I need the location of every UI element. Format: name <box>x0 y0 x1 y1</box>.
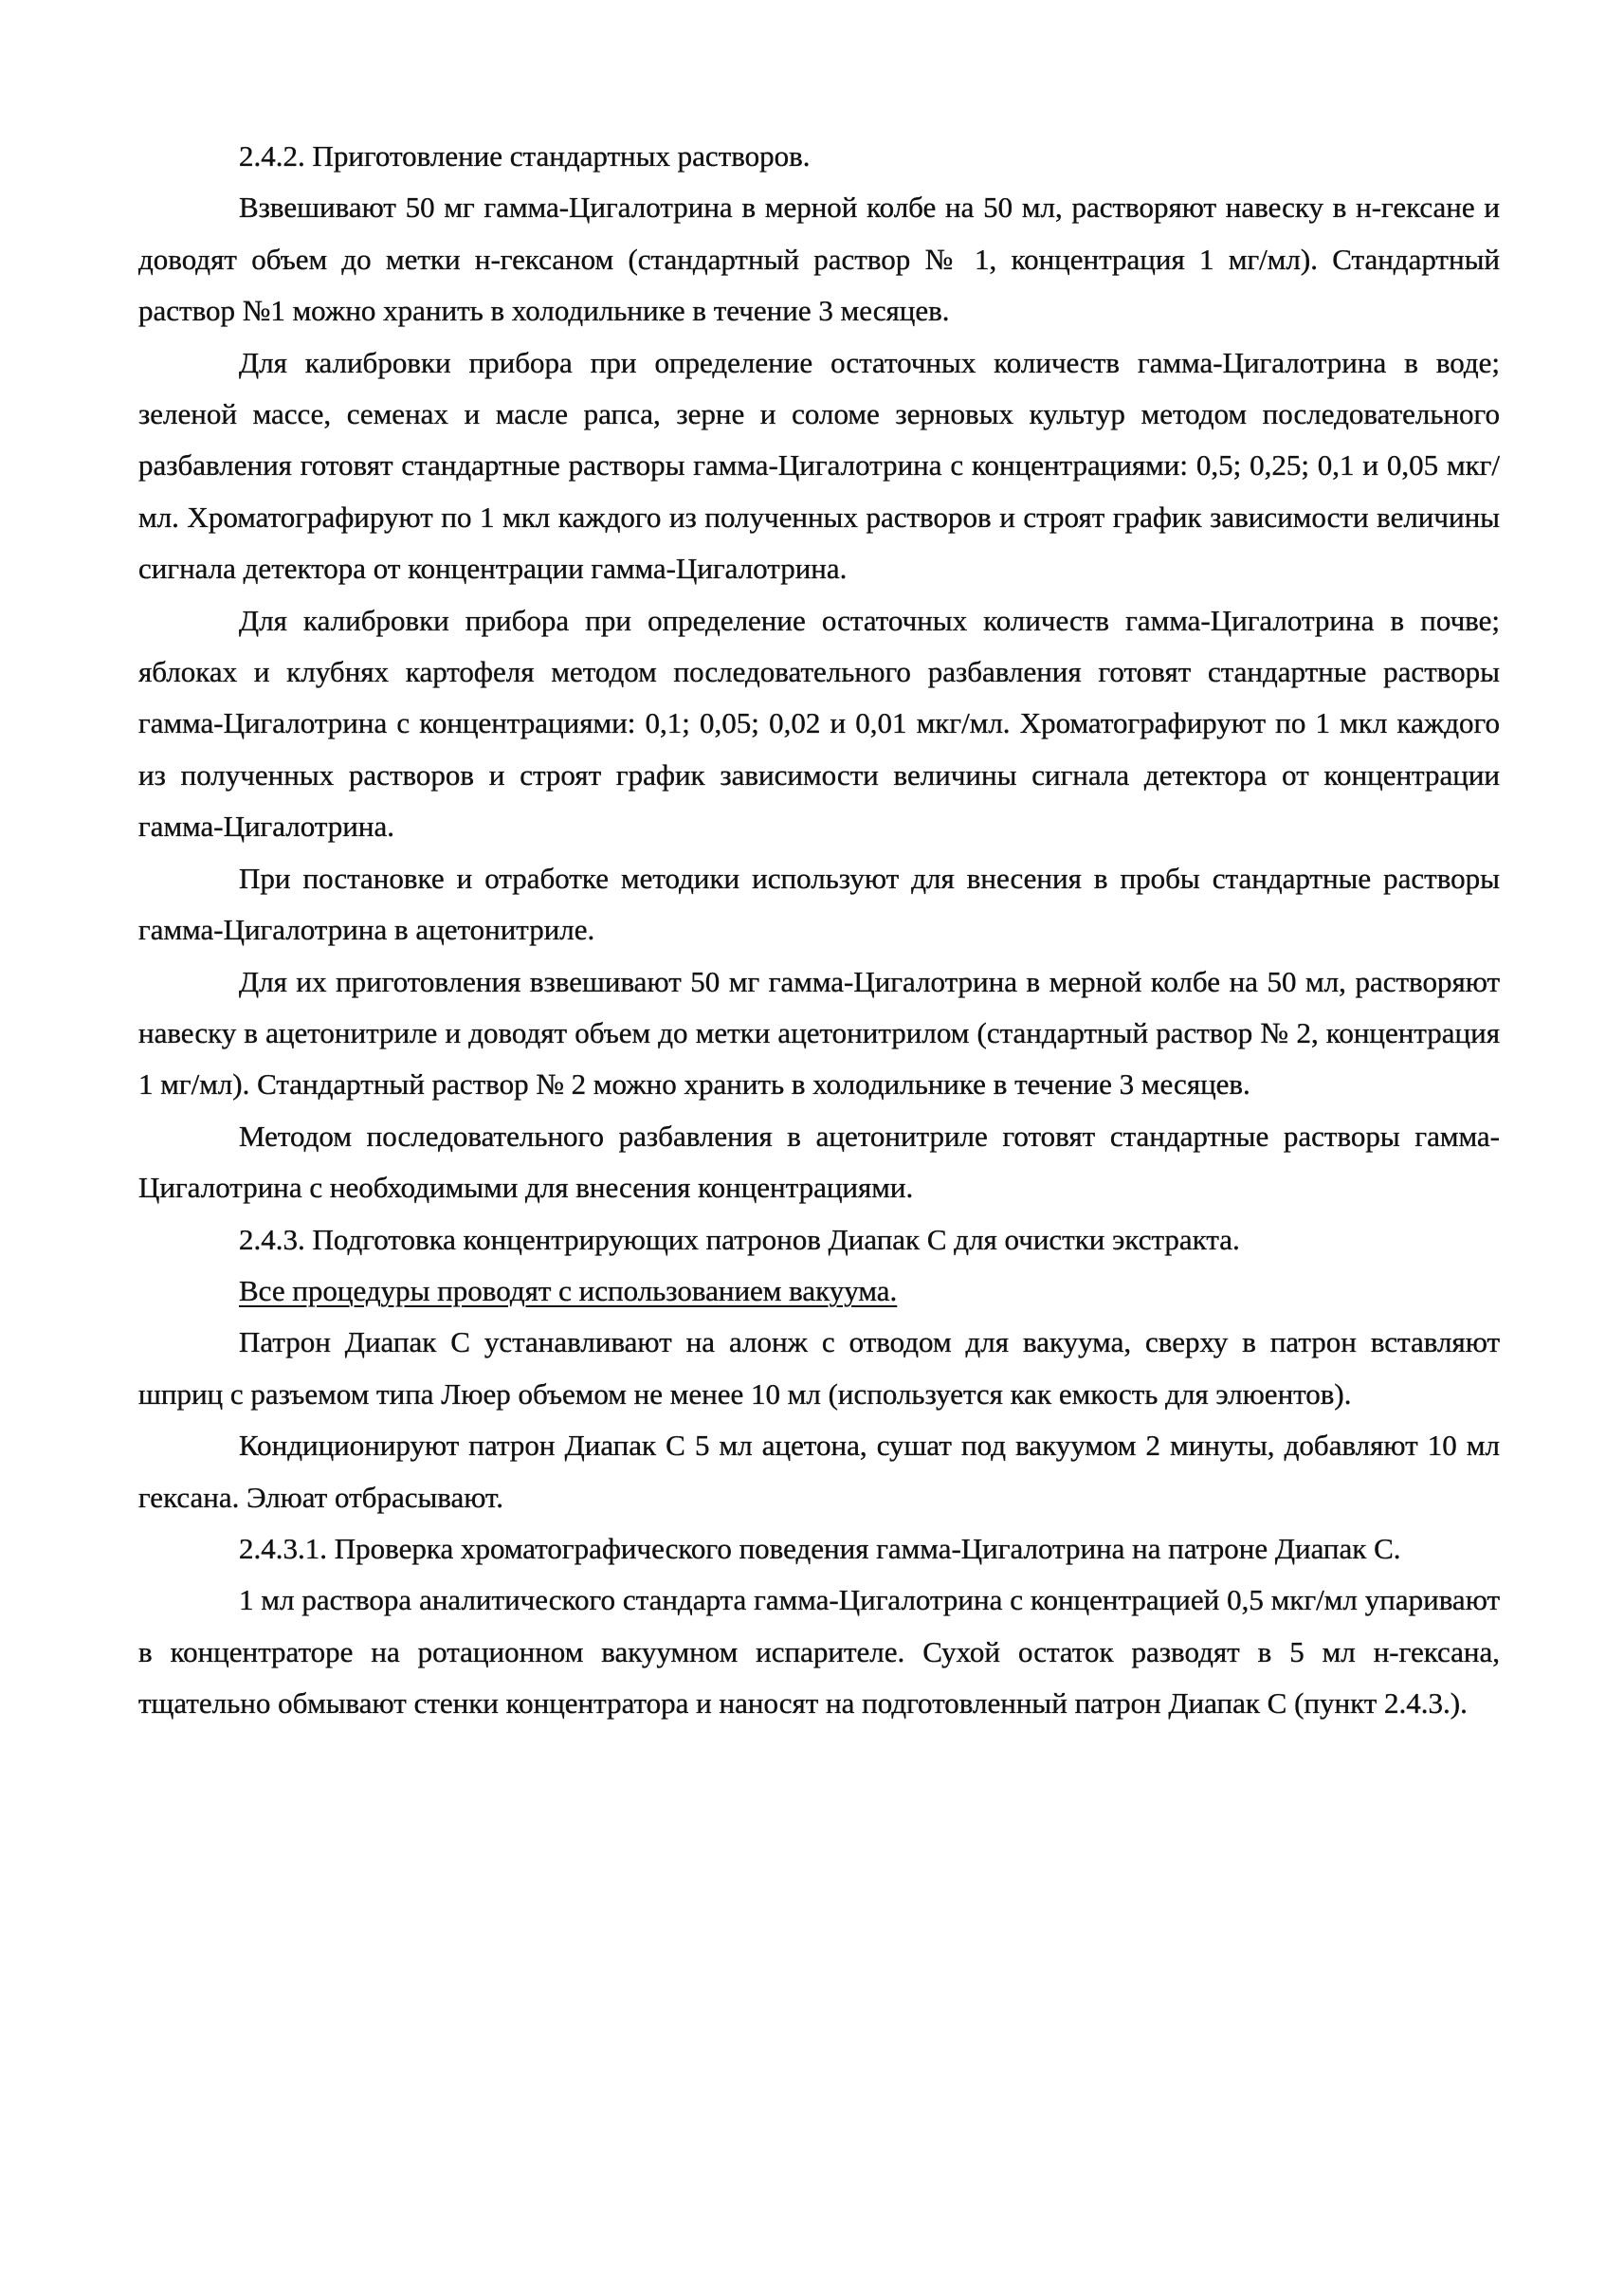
section-2-4-3-heading: 2.4.3. Подготовка концентрирующих патронов Диапак С для очистки экстракта. <box>239 1222 1240 1256</box>
paragraph-standard-solution-1: Взвешивают 50 мг гамма-Цигалотрина в мерной колбе на 50 мл, растворяют навеску в н-гексане и доводят объем до метки н-гексаном (стандартный раствор № 1, концентрация 1 мг/мл). Стандартный раствор №1 можно хранить в холодильнике в течение 3 месяцев. <box>138 191 1500 328</box>
paragraph-standard-solution-2: Для их приготовления взвешивают 50 мг гамма-Цигалотрина в мерной колбе на 50 мл, растворяют навеску в ацетонитриле и доводят объем до метки ацетонитрилом (стандартный раствор № 2, концентрация 1 мг/мл). Стандартный раствор № 2 можно хранить в холодильнике в течение 3 месяцев. <box>138 964 1500 1102</box>
paragraph-cartridge-conditioning: Кондиционируют патрон Диапак С 5 мл ацетона, сушат под вакуумом 2 минуты, добавляют 10 мл гексана. Элюат отбрасывают. <box>138 1429 1500 1514</box>
document-body <box>138 131 1500 1730</box>
paragraph-chromatographic-check: 1 мл раствора аналитического стандарта гамма-Цигалотрина с концентрацией 0,5 мкг/мл упаривают в концентраторе на ротационном вакуумном испарителе. Сухой остаток разводят в 5 мл н-гексана, тщательно обмывают стенки концентратора и наносят на подготовленный патрон Диапак С (пункт 2.4.3.). <box>138 1583 1500 1721</box>
section-2-4-2-heading: 2.4.2. Приготовление стандартных растворов. <box>239 139 811 173</box>
paragraph-calibration-water-rapeseed-grain: Для калибровки прибора при определение остаточных количеств гамма-Цигалотрина в воде; зеленой массе, семенах и масле рапса, зерне и соломе зерновых культур методом последовательного разбавления готовят стандартные растворы гамма-Цигалотрина с концентрациями: 0,5; 0,25; 0,1 и 0,05 мкг/мл. Хроматографируют по 1 мкл каждого из полученных растворов и строят график зависимости величины сигнала детектора от концентрации гамма-Цигалотрина. <box>138 345 1500 586</box>
vacuum-procedures-note-text: Все процедуры проводят с использованием вакуума. <box>239 1273 898 1307</box>
paragraph-acetonitrile-solutions-intro: При постановке и отработке методики используют для внесения в пробы стандартные растворы гамма-Цигалотрина в ацетонитриле. <box>138 861 1500 947</box>
paragraph-serial-dilution-acetonitrile: Методом последовательного разбавления в ацетонитриле готовят стандартные растворы гамма-Цигалотрина с необходимыми для внесения концентрациями. <box>138 1119 1500 1205</box>
section-2-4-3-1-heading: 2.4.3.1. Проверка хроматографического поведения гамма-Цигалотрина на патроне Диапак С. <box>239 1531 1401 1565</box>
paragraph-cartridge-setup: Патрон Диапак С устанавливают на алонж с отводом для вакуума, сверху в патрон вставляют шприц с разъемом типа Люер объемом не менее 10 мл (используется как емкость для элюентов). <box>138 1325 1500 1411</box>
paragraph-calibration-soil-apples-potatoes: Для калибровки прибора при определение остаточных количеств гамма-Цигалотрина в почве; яблоках и клубнях картофеля методом последовательного разбавления готовят стандартные растворы гамма-Цигалотрина с концентрациями: 0,1; 0,05; 0,02 и 0,01 мкг/мл. Хроматографируют по 1 мкл каждого из полученных растворов и строят график зависимости величины сигнала детектора от концентрации гамма-Цигалотрина. <box>138 603 1500 844</box>
vacuum-procedures-note <box>138 1266 1500 1317</box>
